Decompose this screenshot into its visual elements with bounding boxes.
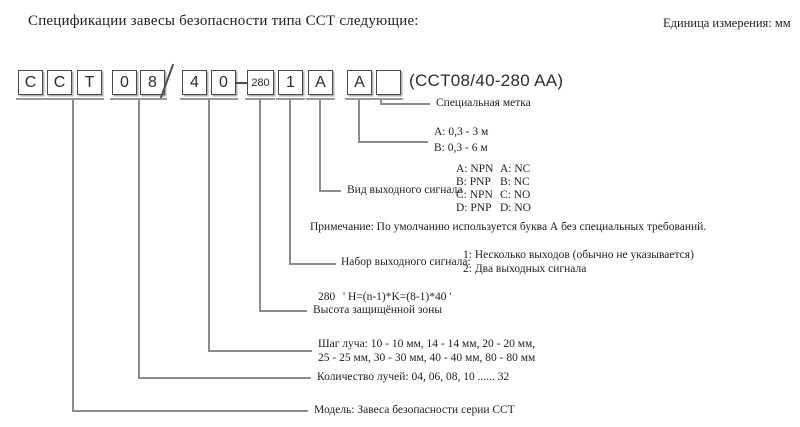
code-box-a1: A — [308, 70, 333, 95]
protected-height-value: 280 — [318, 291, 336, 303]
protected-height-formula: ' H=(n-1)*K=(8-1)*40 ' — [343, 291, 452, 303]
connector-range-horizontal — [358, 141, 428, 143]
beam-step-line1: Шаг луча: 10 - 10 мм, 14 - 14 мм, 20 - 20 мм, — [318, 338, 536, 350]
range-option-a: A: 0,3 - 3 м — [434, 126, 489, 138]
special-mark-label: Специальная метка — [436, 97, 531, 109]
connector-beam-step-horizontal — [208, 350, 312, 352]
output-type-a-nc: A: NC — [500, 163, 531, 175]
underline-a1 — [306, 98, 335, 100]
connector-model-vertical — [72, 99, 74, 410]
beam-step-line2: 25 - 25 мм, 30 - 30 мм, 40 - 40 мм, 80 - 80 мм — [318, 352, 536, 364]
beam-count-label: Количество лучей: 04, 06, 08, 10 ...... 32 — [317, 371, 510, 383]
protected-height-label: Высота защищённой зоны — [313, 304, 443, 316]
connector-beam-count-vertical — [138, 99, 140, 377]
connector-output-type-vertical — [319, 99, 321, 190]
code-box-1: 1 — [278, 70, 303, 95]
connector-signal-set-vertical — [289, 99, 291, 263]
code-box-280: 280 — [247, 70, 274, 95]
connector-beam-count-horizontal — [138, 377, 311, 379]
connector-output-type-horizontal — [319, 190, 341, 192]
code-box-a2: A — [347, 70, 372, 95]
underline-a2 — [345, 98, 374, 100]
connector-signal-set-horizontal — [289, 263, 336, 265]
output-type-b-pnp: B: PNP — [456, 176, 491, 188]
code-box-empty — [376, 70, 401, 95]
underline-cct — [16, 98, 104, 100]
output-type-c-no: C: NO — [500, 189, 531, 201]
signal-set-option-2: 2: Два выходных сигнала — [463, 263, 587, 275]
unit-of-measure-label: Единица измерения: мм — [663, 16, 791, 30]
default-note: Примечание: По умолчанию используется буква А без специальных требований. — [310, 221, 707, 233]
signal-set-option-1: 1: Несколько выходов (обычно не указывается) — [463, 249, 694, 261]
output-type-d-pnp: D: PNP — [456, 202, 492, 214]
page-title: Спецификации завесы безопасности типа ССТ следующие: — [28, 13, 419, 29]
code-box-0b: 0 — [211, 70, 236, 95]
connector-height-vertical — [259, 99, 261, 310]
connector-height-horizontal — [259, 310, 307, 312]
signal-set-label: Набор выходного сигнала: — [341, 256, 471, 268]
connector-special-mark-horizontal — [380, 103, 430, 105]
connector-beam-step-vertical — [208, 99, 210, 350]
code-box-8: 8 — [140, 70, 165, 95]
connector-model-horizontal — [72, 410, 308, 412]
output-type-label: Вид выходного сигнала — [347, 184, 463, 196]
dash-separator — [236, 82, 247, 84]
model-label: Модель: Завеса безопасности серии ССТ — [314, 404, 515, 416]
example-code: (CCT08/40-280 AA) — [409, 71, 564, 90]
output-type-b-nc: B: NC — [500, 176, 530, 188]
underline-1 — [276, 98, 305, 100]
connector-range-vertical — [358, 99, 360, 141]
code-box-0: 0 — [112, 70, 137, 95]
output-type-c-npn: C: NPN — [456, 189, 493, 201]
code-box-c1: C — [18, 70, 43, 95]
code-box-4: 4 — [182, 70, 207, 95]
underline-empty-box — [374, 98, 403, 100]
code-box-c2: C — [47, 70, 72, 95]
code-box-t: T — [77, 70, 102, 95]
range-option-b: B: 0,3 - 6 м — [434, 142, 488, 154]
output-type-d-no: D: NO — [500, 202, 531, 214]
output-type-a-npn: A: NPN — [456, 163, 494, 175]
